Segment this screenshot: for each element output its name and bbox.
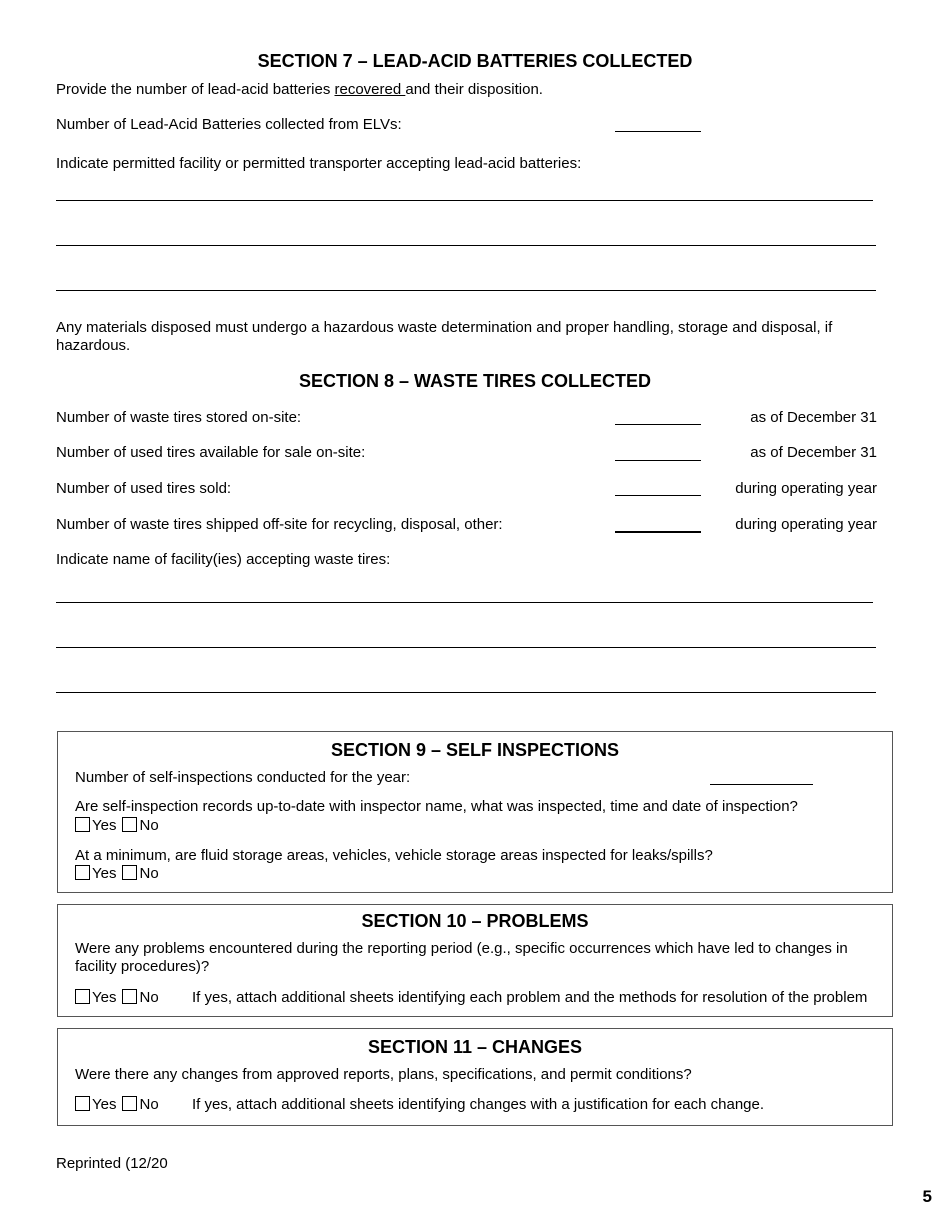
section-9-title: SECTION 9 – SELF INSPECTIONS bbox=[330, 740, 620, 760]
tire-facility-line-3[interactable] bbox=[56, 692, 876, 693]
yes-checkbox[interactable] bbox=[75, 865, 90, 880]
tire-facility-line-2[interactable] bbox=[56, 647, 876, 648]
changes-note: If yes, attach additional sheets identifying changes with a justification for each change. bbox=[192, 1096, 765, 1113]
section-7-intro: Provide the number of lead-acid batteries recovered and their disposition. bbox=[56, 81, 543, 98]
yes-option[interactable]: Yes bbox=[75, 1096, 116, 1114]
no-option[interactable]: No bbox=[122, 865, 158, 883]
tires-row-label: Number of waste tires shipped off-site for recycling, disposal, other: bbox=[56, 516, 503, 533]
tires-row-suffix: during operating year bbox=[735, 516, 877, 533]
tires-row-label: Number of used tires available for sale on-site: bbox=[56, 444, 366, 461]
changes-question: Were there any changes from approved reports, plans, specifications, and permit conditions? bbox=[75, 1066, 692, 1083]
leak-inspection-answer bbox=[75, 865, 165, 883]
tires-row-suffix: as of December 31 bbox=[750, 409, 877, 426]
disposal-note: Any materials disposed must undergo a hazardous waste determination and proper handling, storage and disposal, if hazardous. bbox=[56, 319, 833, 354]
leak-inspection-question: At a minimum, are fluid storage areas, vehicles, vehicle storage areas inspected for leaks/spills? bbox=[75, 847, 713, 864]
problems-note: If yes, attach additional sheets identifying each problem and the methods for resolution of the problem bbox=[192, 989, 868, 1006]
records-answer bbox=[75, 817, 165, 835]
yes-option[interactable]: Yes bbox=[75, 865, 116, 883]
section-11-title: SECTION 11 – CHANGES bbox=[367, 1037, 583, 1057]
reprinted-date: Reprinted (12/20 bbox=[56, 1155, 168, 1172]
tires-row-label: Number of waste tires stored on-site: bbox=[56, 409, 302, 426]
no-checkbox[interactable] bbox=[122, 817, 137, 832]
self-inspection-count-field[interactable] bbox=[710, 784, 813, 785]
yes-checkbox[interactable] bbox=[75, 817, 90, 832]
changes-answer bbox=[75, 1096, 165, 1114]
section-9-box bbox=[57, 731, 893, 893]
problems-question: Were any problems encountered during the reporting period (e.g., specific occurrences which have led to changes in facility procedures)? bbox=[75, 940, 848, 975]
tires-row-label: Number of used tires sold: bbox=[56, 480, 232, 497]
tires-row-field[interactable] bbox=[615, 531, 701, 533]
no-checkbox[interactable] bbox=[122, 989, 137, 1004]
section-11-box bbox=[57, 1028, 893, 1126]
yes-checkbox[interactable] bbox=[75, 1096, 90, 1111]
section-10-title: SECTION 10 – PROBLEMS bbox=[361, 911, 589, 931]
problems-answer bbox=[75, 989, 165, 1007]
tire-facility-line-1[interactable] bbox=[56, 602, 873, 603]
no-option[interactable]: No bbox=[122, 817, 158, 835]
section-7-title: SECTION 7 – LEAD-ACID BATTERIES COLLECTED bbox=[257, 51, 693, 71]
yes-checkbox[interactable] bbox=[75, 989, 90, 1004]
battery-facility-line-3[interactable] bbox=[56, 290, 876, 291]
no-option[interactable]: No bbox=[122, 1096, 158, 1114]
section-10-box bbox=[57, 904, 893, 1017]
battery-facility-line-1[interactable] bbox=[56, 200, 873, 201]
no-checkbox[interactable] bbox=[122, 1096, 137, 1111]
page-number: 5 bbox=[922, 1187, 932, 1206]
tires-row-field[interactable] bbox=[615, 424, 701, 425]
no-option[interactable]: No bbox=[122, 989, 158, 1007]
batteries-count-field[interactable] bbox=[615, 131, 701, 132]
section-8-title: SECTION 8 – WASTE TIRES COLLECTED bbox=[298, 371, 652, 391]
yes-option[interactable]: Yes bbox=[75, 817, 116, 835]
records-question: Are self-inspection records up-to-date with inspector name, what was inspected, time and date of inspection? bbox=[75, 798, 798, 815]
tire-facility-label: Indicate name of facility(ies) accepting waste tires: bbox=[56, 551, 391, 568]
no-checkbox[interactable] bbox=[122, 865, 137, 880]
yes-option[interactable]: Yes bbox=[75, 989, 116, 1007]
tires-row-field[interactable] bbox=[615, 495, 701, 496]
battery-facility-label: Indicate permitted facility or permitted transporter accepting lead-acid batteries: bbox=[56, 155, 582, 172]
tires-row-suffix: during operating year bbox=[735, 480, 877, 497]
tires-row-field[interactable] bbox=[615, 460, 701, 461]
battery-facility-line-2[interactable] bbox=[56, 245, 876, 246]
batteries-count-label: Number of Lead-Acid Batteries collected from ELVs: bbox=[56, 116, 402, 133]
self-inspection-count-label: Number of self-inspections conducted for the year: bbox=[75, 769, 411, 786]
tires-row-suffix: as of December 31 bbox=[750, 444, 877, 461]
